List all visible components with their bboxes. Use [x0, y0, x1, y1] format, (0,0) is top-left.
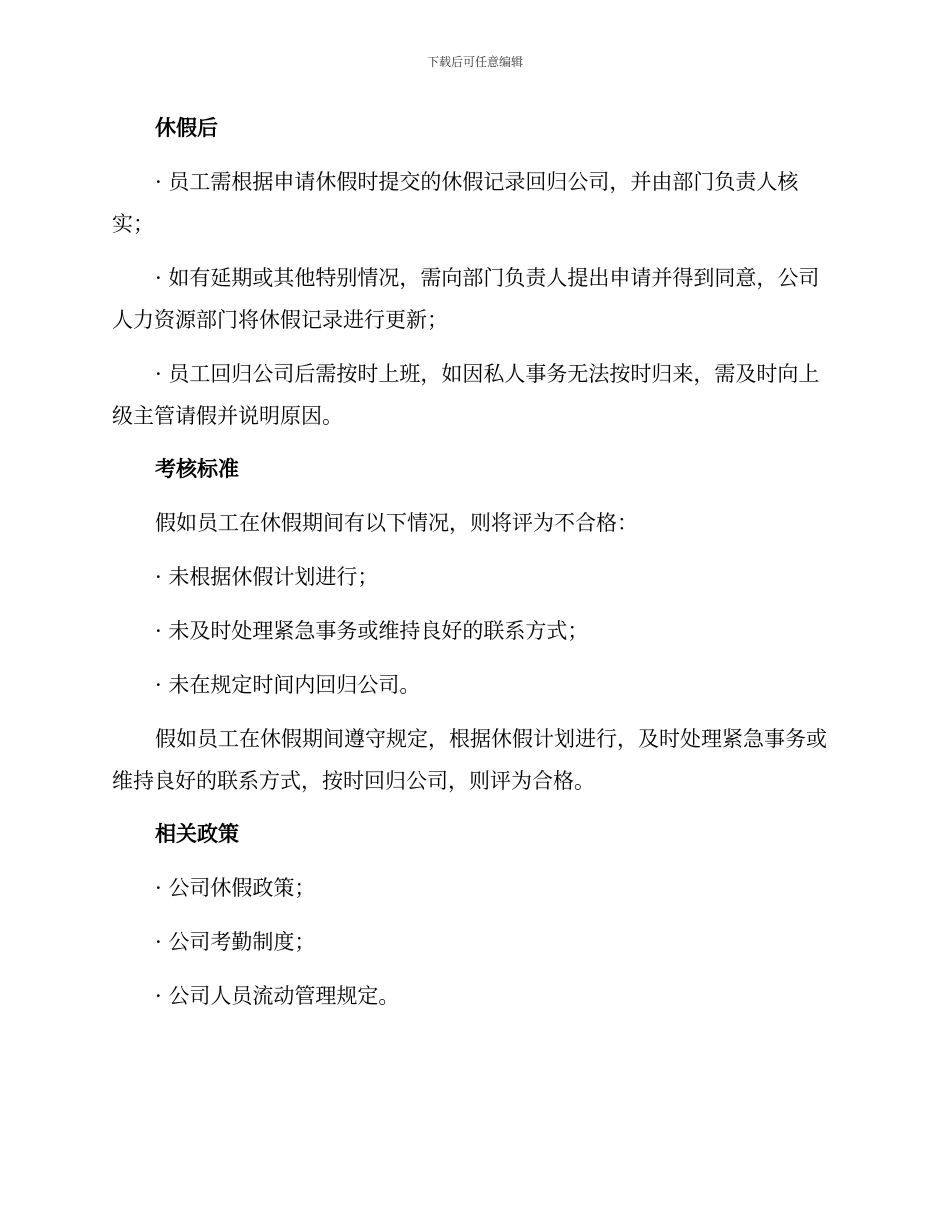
list-item: · 员工需根据申请休假时提交的休假记录回归公司，并由部门负责人核实； [112, 170, 799, 236]
section-heading-after-leave: 休假后 [155, 116, 218, 140]
document-body [112, 108, 832, 1029]
list-item: · 公司考勤制度； [155, 930, 316, 954]
list-item: · 未在规定时间内回归公司。 [155, 673, 421, 697]
assessment-intro: 假如员工在休假期间有以下情况，则将评为不合格： [155, 511, 638, 535]
list-item: · 公司休假政策； [155, 876, 316, 900]
list-item: · 公司人员流动管理规定。 [155, 984, 400, 1008]
section-heading-assessment: 考核标准 [155, 457, 239, 481]
page-header-note: 下载后可任意编辑 [426, 55, 523, 69]
list-item: · 未根据休假计划进行； [155, 565, 379, 589]
section-heading-policies: 相关政策 [155, 822, 239, 846]
list-item: · 如有延期或其他特别情况，需向部门负责人提出申请并得到同意，公司人力资源部门将休假记录进行更新； [112, 266, 820, 332]
assessment-conclusion: 假如员工在休假期间遵守规定，根据休假计划进行，及时处理紧急事务或维持良好的联系方式，按时回归公司，则评为合格。 [112, 727, 827, 793]
list-item: · 员工回归公司后需按时上班，如因私人事务无法按时归来，需及时向上级主管请假并说明原因。 [112, 362, 820, 428]
list-item: · 未及时处理紧急事务或维持良好的联系方式； [155, 619, 589, 643]
